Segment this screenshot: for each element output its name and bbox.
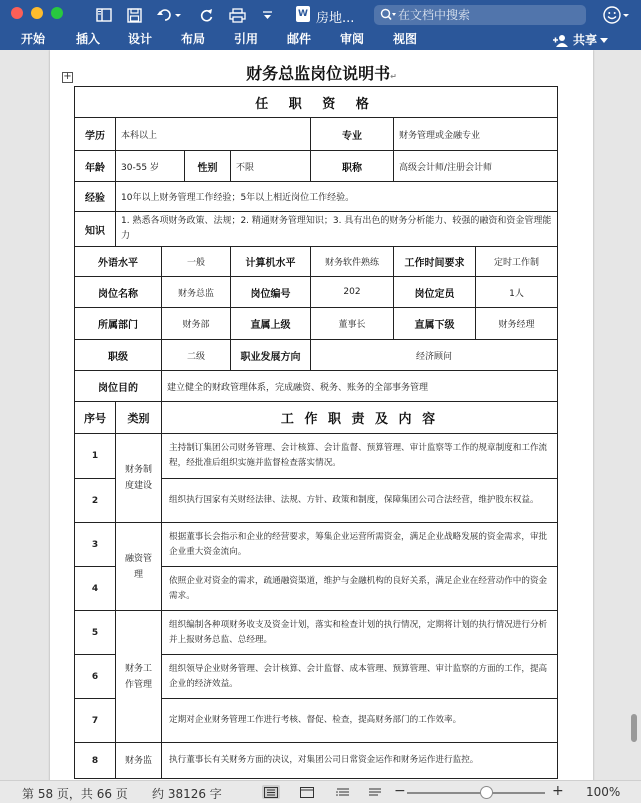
direct-superior-value: 董事长 [311,308,394,340]
duty-number: 4 [75,567,116,611]
computer-skill-label: 计算机水平 [231,247,311,277]
position-name-value: 财务总监 [162,277,231,308]
section-header: 任 职 资 格 [75,87,558,118]
headcount-value: 1人 [476,277,558,308]
tab-mailings[interactable]: 邮件 [287,32,312,46]
word-document-icon: W [296,6,310,22]
chevron-down-icon [600,38,608,44]
career-path-value: 经济顾问 [311,340,558,371]
age-value: 30-55 岁 [116,151,185,182]
duty-number: 2 [75,479,116,523]
share-label: 共享 [573,33,598,47]
professional-title-value: 高级会计师/注册会计师 [394,151,558,182]
duty-text: 组织领导企业财务管理、会计核算、会计监督、成本管理、预算管理、审计监察的方面的工作，提高企业的经济效益。 [162,655,558,699]
position-purpose-label: 岗位目的 [75,371,162,402]
table-move-handle[interactable]: + [63,71,72,82]
duty-text: 依照企业对资金的需求，疏通融资渠道，维护与金融机构的良好关系，满足企业在经营动作中的资金需求。 [162,567,558,611]
education-value: 本科以上 [116,118,311,151]
zoom-in-button[interactable]: + [552,783,564,799]
major-label: 专业 [311,118,394,151]
position-name-label: 岗位名称 [75,277,162,308]
save-icon[interactable] [124,5,144,25]
work-time-label: 工作时间要求 [394,247,476,277]
ribbon-tabs [0,31,641,50]
duty-content-header: 工 作 职 责 及 内 容 [162,402,558,434]
experience-label: 经验 [75,182,116,212]
feedback-smiley-icon[interactable] [602,4,630,30]
experience-value: 10年以上财务管理工作经验；5年以上相近岗位工作经验。 [116,182,558,212]
add-person-icon [552,34,570,48]
search-icon [380,8,396,28]
duty-number: 8 [75,743,116,779]
duty-category: 财务监 [116,743,162,779]
outline-view-icon[interactable] [334,785,352,799]
direct-superior-label: 直属上级 [231,308,311,340]
status-bar [0,780,641,803]
duty-text: 组织编制各种项财务收支及资金计划，落实和检查计划的执行情况，定期将计划的执行情况进行分析并上报财务总监、总经理。 [162,611,558,655]
zoom-level[interactable]: 100% [586,785,621,799]
tab-home[interactable]: 开始 [21,32,46,46]
position-code-label: 岗位编号 [231,277,311,308]
print-icon[interactable] [227,5,247,25]
grade-value: 二级 [162,340,231,371]
duty-text: 定期对企业财务管理工作进行考核、督促、检查，提高财务部门的工作效率。 [162,699,558,743]
computer-skill-value: 财务软件熟练 [311,247,394,277]
duty-number: 6 [75,655,116,699]
duty-number: 7 [75,699,116,743]
duty-category-header: 类别 [116,402,162,434]
age-label: 年龄 [75,151,116,182]
zoom-slider-track[interactable] [407,792,545,794]
document-canvas[interactable] [0,50,641,780]
zoom-slider-thumb[interactable] [480,786,493,799]
draft-view-icon[interactable] [366,785,384,799]
professional-title-label: 职称 [311,151,394,182]
direct-subordinate-label: 直属下级 [394,308,476,340]
work-time-value: 定时工作制 [476,247,558,277]
search-input[interactable] [374,5,586,25]
headcount-label: 岗位定员 [394,277,476,308]
tab-layout[interactable]: 布局 [181,32,206,46]
print-layout-view-icon[interactable] [262,785,280,799]
duty-text: 根据董事长会指示和企业的经营要求，筹集企业运营所需资金，满足企业战略发展的资金需求，审批企业重大资金流向。 [162,523,558,567]
education-label: 学历 [75,118,116,151]
sidebar-toggle-icon[interactable] [94,5,114,25]
web-layout-view-icon[interactable] [298,785,316,799]
knowledge-value: 1. 熟悉各项财务政策、法规；2. 精通财务管理知识；3. 具有出色的财务分析能力、较强的融资和资金管理能力 [116,212,558,247]
vertical-scrollbar[interactable] [631,714,637,742]
department-label: 所属部门 [75,308,162,340]
duty-category: 财务制度建设 [116,434,162,523]
undo-icon[interactable] [154,5,184,25]
foreign-language-label: 外语水平 [75,247,162,277]
duty-number-header: 序号 [75,402,116,434]
page-count[interactable]: 第 58 页，共 66 页 [22,787,128,801]
department-value: 财务部 [162,308,231,340]
duty-text: 主持制订集团公司财务管理、会计核算、会计监督、预算管理、审计监察等工作的规章制度和工作流程，经批准后组织实施并监督检查落实情况。 [162,434,558,479]
zoom-window-button[interactable] [51,7,63,19]
customize-toolbar-icon[interactable] [259,5,275,25]
close-window-button[interactable] [11,7,23,19]
word-count[interactable]: 约 38126 字 [152,787,222,801]
duty-text: 组织执行国家有关财经法律、法规、方针、政策和制度，保障集团公司合法经营，维护股东权益。 [162,479,558,523]
career-path-label: 职业发展方向 [231,340,311,371]
redo-icon[interactable] [196,5,216,25]
foreign-language-value: 一般 [162,247,231,277]
tab-view[interactable]: 视图 [393,32,418,46]
share-button[interactable] [552,31,608,50]
document-page[interactable] [50,50,593,780]
document-heading: 财务总监岗位说明书↵ [246,64,397,83]
duty-number: 1 [75,434,116,479]
gender-label: 性别 [185,151,231,182]
zoom-out-button[interactable]: − [394,783,406,799]
major-value: 财务管理或金融专业 [394,118,558,151]
minimize-window-button[interactable] [31,7,43,19]
grade-label: 职级 [75,340,162,371]
knowledge-label: 知识 [75,212,116,247]
tab-review[interactable]: 审阅 [340,32,365,46]
title-bar [0,0,641,31]
duty-category: 财务工作管理 [116,611,162,743]
gender-value: 不限 [231,151,311,182]
document-title: 房地... [316,11,355,26]
tab-insert[interactable]: 插入 [76,32,101,46]
search-placeholder: 在文档中搜索 [398,8,471,22]
job-description-table [74,86,558,779]
duty-number: 3 [75,523,116,567]
duty-text: 执行董事长有关财务方面的决议，对集团公司日常资金运作和财务运作进行监控。 [162,743,558,779]
tab-references[interactable]: 引用 [234,32,259,46]
position-purpose-value: 建立健全的财政管理体系，完成融资、税务、账务的全部事务管理 [162,371,558,402]
direct-subordinate-value: 财务经理 [476,308,558,340]
position-code-value: 202 [311,277,394,308]
duty-number: 5 [75,611,116,655]
duty-category: 融资管理 [116,523,162,611]
tab-design[interactable]: 设计 [128,32,153,46]
